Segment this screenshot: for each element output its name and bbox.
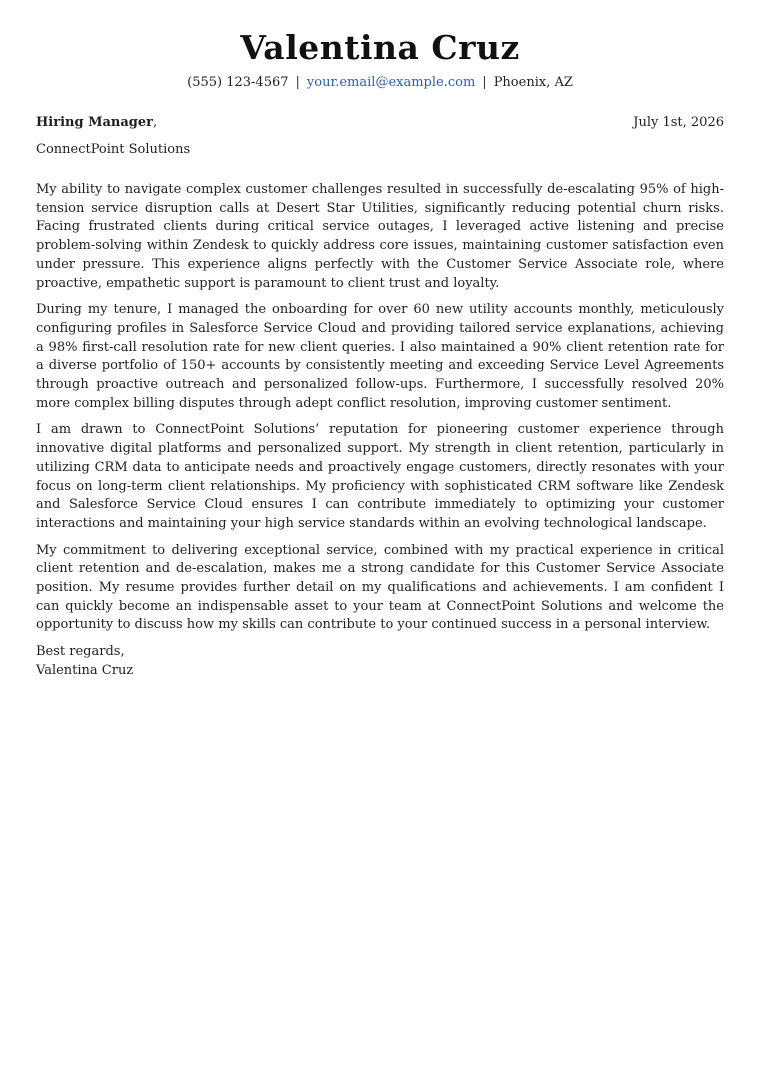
applicant-name: Valentina Cruz bbox=[240, 28, 520, 67]
contact-separator: | bbox=[482, 75, 487, 90]
body-paragraph-4: My commitment to delivering exceptional service, combined with my practical experience in critical client retention and de-escalation, makes me a strong candidate for this Customer Service Associate position. My resume provides further detail on my qualifications and achievements. I am confident I can quickly become an indispensable asset to your team at ConnectPoint Solutions and welcome the opportunity to discuss how my skills can contribute to your continued success in a personal interview. bbox=[36, 542, 724, 633]
contact-line bbox=[36, 74, 724, 92]
recipient-name: Hiring Manager bbox=[36, 115, 153, 130]
contact-separator: | bbox=[295, 75, 300, 90]
location: Phoenix, AZ bbox=[493, 75, 573, 90]
recipient-suffix: , bbox=[152, 115, 158, 130]
letter-body bbox=[36, 181, 724, 635]
email-link[interactable]: your.email@example.com bbox=[306, 75, 476, 90]
closing-phrase: Best regards, bbox=[36, 644, 125, 660]
salutation bbox=[36, 114, 157, 132]
body-paragraph-2: During my tenure, I managed the onboarding for over 60 new utility accounts monthly, meticulously configuring profiles in Salesforce Service Cloud and providing tailored service explanations, achieving a 98% first-call resolution rate for new client queries. I also maintained a 90% client retention rate for a diverse portfolio of 150+ accounts by consistently meeting and exceeding Service Level Agreements through proactive outreach and personalized follow-ups. Furthermore, I successfully resolved 20% more complex billing disputes through adept conflict resolution, improving customer sentiment. bbox=[36, 302, 724, 411]
phone-number: (555) 123-4567 bbox=[187, 75, 289, 90]
letter-date: July 1st, 2026 bbox=[633, 115, 724, 130]
body-paragraph-1: My ability to navigate complex customer challenges resulted in successfully de-escalating 95% of high-tension service disruption calls at Desert Star Utilities, significantly reducing potential churn risks. Facing frustrated clients during critical service outages, I leveraged active listening and precise problem-solving within Zendesk to quickly address core issues, maintaining customer satisfaction even under pressure. This experience aligns perfectly with the Customer Service Associate role, where proactive, empathetic support is paramount to client trust and loyalty. bbox=[36, 182, 724, 291]
company-name: ConnectPoint Solutions bbox=[36, 142, 191, 157]
letter-closing bbox=[36, 643, 724, 680]
salutation-row bbox=[36, 114, 724, 132]
body-paragraph-3: I am drawn to ConnectPoint Solutions’ reputation for pioneering customer experience through innovative digital platforms and personalized support. My strength in client retention, particularly in utilizing CRM data to anticipate needs and proactively engage customers, directly resonates with your focus on long-term client relationships. My proficiency with sophisticated CRM software like Zendesk and Salesforce Service Cloud ensures I can contribute immediately to optimizing your customer interactions and maintaining your high service standards within an evolving technological landscape. bbox=[36, 422, 724, 531]
signature-name: Valentina Cruz bbox=[36, 662, 134, 678]
